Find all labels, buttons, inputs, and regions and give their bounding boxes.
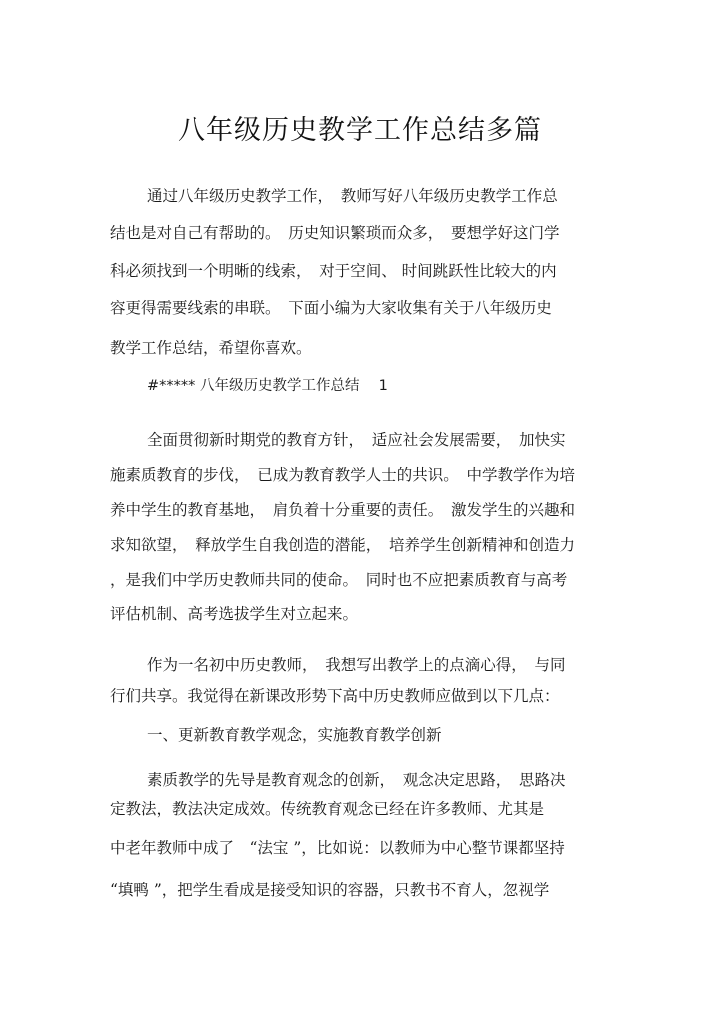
paragraph-line: 全面贯彻新时期党的教育方针， 适应社会发展需要， 加快实 [147,431,566,449]
paragraph-line: 养中学生的教育基地， 肩负着十分重要的责任。 激发学生的兴趣和 [110,501,576,519]
paragraph-line: 评估机制、高考选拔学生对立起来。 [110,605,359,623]
section-heading: 一、更新教育教学观念，实施教育教学创新 [147,726,442,744]
paragraph-line: 作为一名初中历史教师， 我想写出教学上的点滴心得， 与同 [147,656,566,674]
paragraph-line: “填鸭 ”，把学生看成是接受知识的容器，只教书不育人，忽视学 [110,881,550,899]
paragraph-line: 教学工作总结，希望你喜欢。 [110,339,312,357]
paragraph-line: 求知欲望， 释放学生自我创造的潜能， 培养学生创新精神和创造力 [110,536,576,554]
paragraph-line: 科必须找到一个明晰的线索， 对于空间、 时间跳跃性比较大的内 [110,262,557,280]
paragraph-line: ，是我们中学历史教师共同的使命。 同时也不应把素质教育与高考 [110,571,568,589]
paragraph-line: 通过八年级历史教学工作， 教师写好八年级历史教学工作总 [147,187,558,205]
document-title: 八年级历史教学工作总结多篇 [178,115,542,146]
paragraph-line: 中老年教师中成了 “法宝 ”，比如说：以教师为中心整节课都坚持 [110,839,565,857]
paragraph-line: 素质教学的先导是教育观念的创新， 观念决定思路， 思路决 [147,771,566,789]
paragraph-line: 结也是对自己有帮助的。 历史知识繁琐而众多， 要想学好这门学 [110,224,560,242]
paragraph-line: 行们共享。我觉得在新课改形势下高中历史教师应做到以下几点： [110,687,560,705]
paragraph-line: 容更得需要线索的串联。 下面小编为大家收集有关于八年级历史 [110,299,552,317]
section-heading: #***** 八年级历史教学工作总结 1 [147,378,388,394]
paragraph-line: 施素质教育的步伐， 已成为教育教学人士的共识。 中学教学作为培 [110,466,576,484]
paragraph-line: 定教法，教法决定成效。传统教育观念已经在许多教师、尤其是 [110,800,545,818]
